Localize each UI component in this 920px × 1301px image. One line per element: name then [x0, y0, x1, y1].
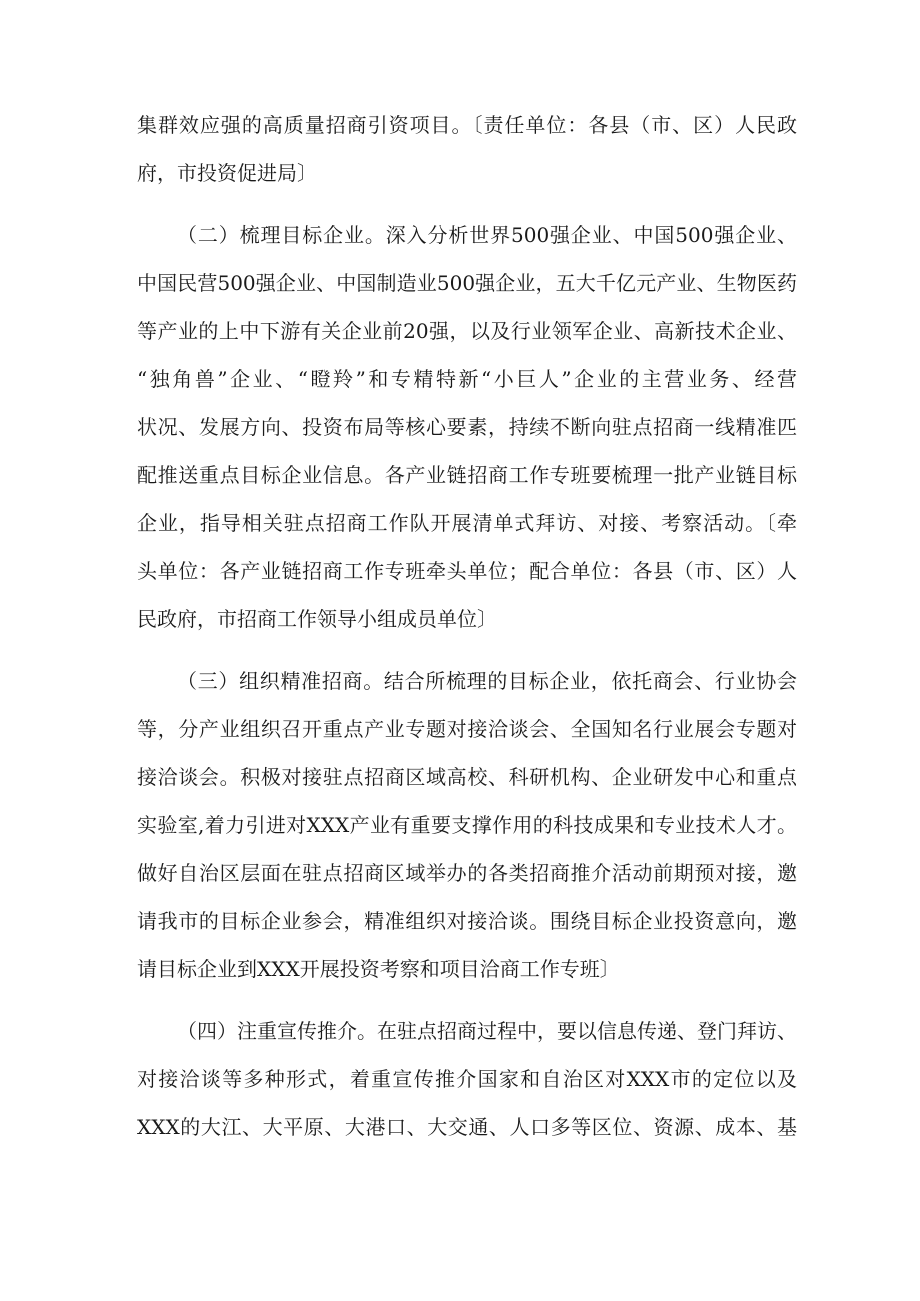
text-line: 府，市投资促进局〕	[137, 161, 317, 185]
text-line: （三）组织精准招商。结合所梳理的目标企业，依托商会、行业协会	[177, 669, 797, 693]
text-line: XXX的大江、大平原、大港口、大交通、人口多等区位、资源、成本、基	[137, 1115, 797, 1139]
text-line: 配推送重点目标企业信息。各产业链招商工作专班要梳理一批产业链目标	[137, 463, 797, 487]
text-line: 请我市的目标企业参会，精准组织对接洽谈。围绕目标企业投资意向，邀	[137, 909, 797, 933]
text-line: 企业，指导相关驻点招商工作队开展清单式拜访、对接、考察活动。〔牵	[137, 511, 797, 535]
text-line: 接洽谈会。积极对接驻点招商区域高校、科研机构、企业研发中心和重点	[137, 765, 797, 789]
text-line: 民政府，市招商工作领导小组成员单位〕	[137, 607, 497, 631]
text-line: 等产业的上中下游有关企业前20强，以及行业领军企业、高新技术企业、	[137, 319, 797, 343]
text-line: 头单位：各产业链招商工作专班牵头单位；配合单位：各县（市、区）人	[137, 559, 797, 583]
text-line: 中国民营500强企业、中国制造业500强企业，五大千亿元产业、生物医药	[137, 271, 797, 295]
text-line: （四）注重宣传推介。在驻点招商过程中，要以信息传递、登门拜访、	[177, 1019, 797, 1043]
text-line: 请目标企业到XXX开展投资考察和项目洽商工作专班〕	[137, 957, 620, 981]
text-line: 等，分产业组织召开重点产业专题对接洽谈会、全国知名行业展会专题对	[137, 717, 797, 741]
text-line: 状况、发展方向、投资布局等核心要素，持续不断向驻点招商一线精准匹	[137, 415, 797, 439]
text-line: “独角兽”企业、“瞪羚”和专精特新“小巨人”企业的主营业务、经营	[137, 367, 797, 391]
text-line: 对接洽谈等多种形式，着重宣传推介国家和自治区对XXX市的定位以及	[137, 1067, 797, 1091]
text-line: 实验室,着力引进对XXX产业有重要支撑作用的科技成果和专业技术人才。	[137, 813, 797, 837]
text-line: （二）梳理目标企业。深入分析世界500强企业、中国500强企业、	[177, 223, 797, 247]
text-line: 做好自治区层面在驻点招商区域举办的各类招商推介活动前期预对接，邀	[137, 861, 797, 885]
text-line: 集群效应强的高质量招商引资项目。〔责任单位：各县（市、区）人民政	[137, 113, 797, 137]
